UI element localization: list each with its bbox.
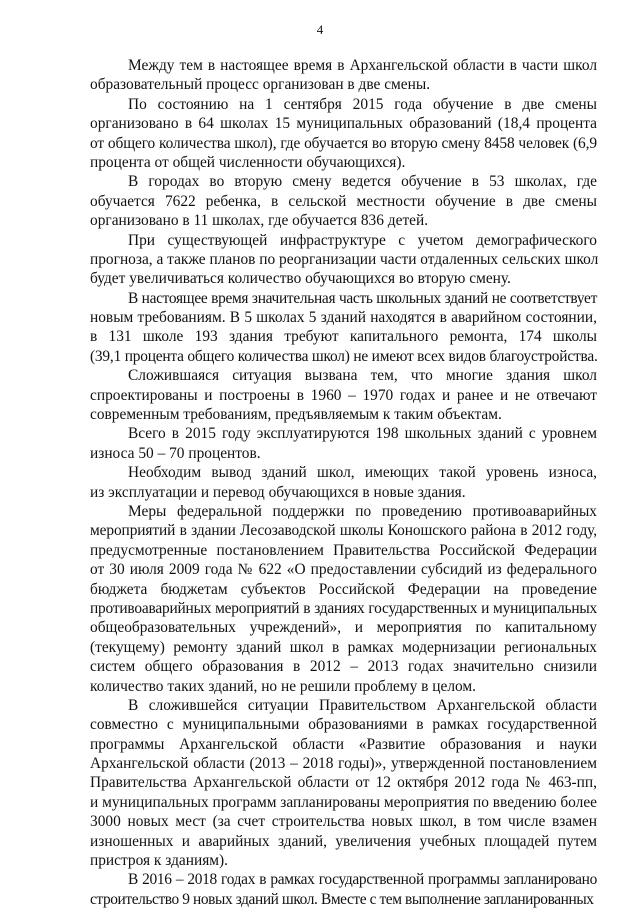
text-line: от 30 июля 2009 года № 622 «О предоставлении субсидий из федерального [90, 561, 597, 579]
text-line: бюджета бюджетам субъектов Российской Федерации на проведение [90, 580, 597, 598]
text-line: При существующей инфраструктуре с учетом демографического [128, 231, 597, 249]
text-line: из эксплуатации и перевод обучающихся в новые здания. [90, 483, 466, 501]
text-line: (текущему) ремонту зданий школ в рамках модернизации региональных [90, 638, 597, 656]
text-line: Правительства Архангельской области от 12 октября 2012 года № 463-пп, [90, 774, 597, 792]
text-line: износа 50 – 70 процентов. [90, 444, 261, 462]
paragraph [90, 56, 597, 95]
text-line: предусмотренные постановлением Правительства Российской Федерации [90, 541, 597, 559]
paragraph [90, 502, 597, 696]
paragraph [90, 95, 597, 173]
text-line: обучается 7622 ребенка, в сельской местности обучение в две смены [90, 192, 597, 210]
text-line: процента от общей численности обучающихся). [90, 153, 406, 171]
paragraph [90, 172, 597, 230]
text-line: современным требованиям, предъявляемым к таким объектам. [90, 406, 502, 424]
page-number: 4 [316, 22, 324, 37]
text-line: прогноза, а также планов по реорганизации части отдаленных сельских школ [90, 250, 599, 268]
text-line: (39,1 процента общего количества школ) не имеют всех видов благоустройства. [90, 347, 598, 365]
text-line: строительство 9 новых зданий школ. Вместе с тем выполнение запланированных [90, 890, 594, 908]
text-line: систем общего образования в 2012 – 2013 годах значительно снизили [90, 658, 597, 676]
text-line: изношенных и аварийных зданий, увеличения учебных площадей путем [90, 832, 597, 850]
text-line: в 131 школе 193 здания требуют капитального ремонта, 174 школы [90, 328, 597, 346]
text-line: Архангельской области (2013 – 2018 годы)», утвержденной постановлением [90, 755, 597, 773]
paragraph [90, 870, 597, 909]
paragraph [90, 696, 597, 871]
paragraph [90, 289, 597, 367]
text-line: В сложившейся ситуации Правительством Архангельской области [128, 696, 597, 714]
paragraph [90, 463, 597, 502]
paragraph [90, 231, 597, 289]
text-line: совместно с муниципальными образованиями в рамках государственной [90, 716, 597, 734]
text-line: и муниципальных программ запланированы мероприятия по введению более [90, 793, 598, 811]
text-line: от общего количества школ), где обучается во вторую смену 8458 человек (6,9 [90, 134, 597, 152]
text-line: В 2016 – 2018 годах в рамках государственной программы запланировано [128, 871, 597, 889]
text-line: Меры федеральной поддержки по проведению противоаварийных [128, 502, 597, 520]
text-line: пристроя к зданиям). [90, 852, 228, 870]
text-line: Сложившаяся ситуация вызвана тем, что многие здания школ [128, 367, 597, 385]
text-line: спроектированы и построены в 1960 – 1970 годах и ранее и не отвечают [90, 386, 597, 404]
text-line: организовано в 64 школах 15 муниципальных образований (18,4 процента [90, 115, 597, 133]
paragraph [90, 366, 597, 424]
text-line: образовательный процесс организован в две смены. [90, 76, 431, 94]
text-line: программы Архангельской области «Развитие образования и науки [90, 735, 597, 753]
text-line: Необходим вывод зданий школ, имеющих такой уровень износа, [128, 464, 597, 482]
text-line: противоаварийных мероприятий в зданиях государственных и муниципальных [90, 599, 597, 617]
paragraph [90, 424, 597, 463]
text-line: будет увеличиваться количество обучающихся во вторую смену. [90, 270, 511, 288]
text-line: По состоянию на 1 сентября 2015 года обучение в две смены [128, 95, 597, 113]
text-line: В настоящее время значительная часть школьных зданий не соответствует [128, 289, 597, 307]
text-line: количество таких зданий, но не решили проблему в целом. [90, 677, 476, 695]
text-line: мероприятий в здании Лесозаводской школы Коношского района в 2012 году, [90, 522, 597, 540]
text-line: новым требованиям. В 5 школах 5 зданий находятся в аварийном состоянии, [90, 309, 597, 327]
text-line: 3000 новых мест (за счет строительства новых школ, в том числе взамен [90, 813, 597, 831]
document-body [90, 56, 597, 909]
text-line: Между тем в настоящее время в Архангельской области в части школ [128, 57, 597, 74]
text-line: В городах во вторую смену ведется обучение в 53 школах, где [128, 173, 597, 191]
text-line: Всего в 2015 году эксплуатируются 198 школьных зданий с уровнем [128, 425, 597, 443]
text-line: общеобразовательных учреждений», и мероприятия по капитальному [90, 619, 597, 637]
text-line: организовано в 11 школах, где обучается 836 детей. [90, 212, 429, 230]
